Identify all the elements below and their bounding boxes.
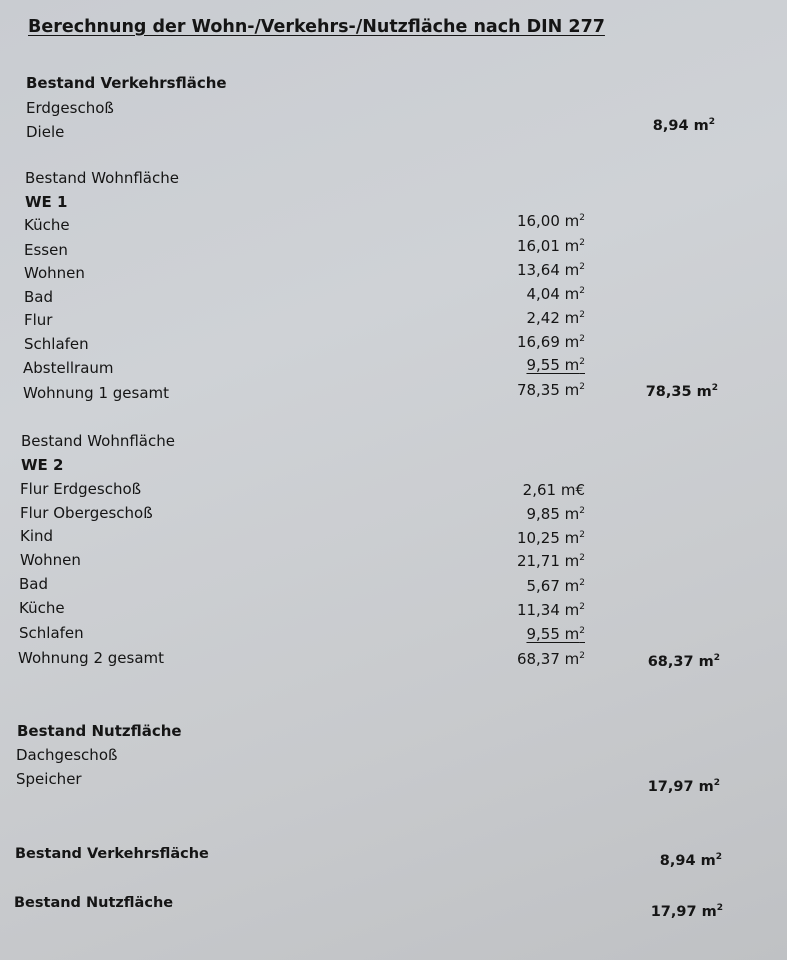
- summary-nutz-value: 17,97 $m^2$: [650, 903, 723, 920]
- document-title: Berechnung der Wohn-/Verkehrs-/Nutzfläche nach DIN 277: [28, 17, 605, 37]
- verkehr-total: [575, 117, 715, 135]
- list-item-value: 21,71 $m^2$: [516, 552, 585, 570]
- list-item-label: Wohnen: [20, 551, 81, 569]
- verkehr-total-unit: 2: [708, 117, 715, 127]
- verkehr-total-value: 8,94 m: [652, 118, 709, 134]
- list-item-label: Wohnen: [24, 264, 85, 282]
- list-item-value: 9,55 $m^2$: [526, 356, 585, 374]
- summary-verkehr-label: Bestand Verkehrsfläche: [15, 846, 209, 862]
- we1-total: 78,35 $m^2$: [645, 383, 718, 400]
- list-item-label: Küche: [24, 216, 70, 234]
- nutz-room: Speicher: [16, 770, 82, 788]
- list-item-label: Kind: [20, 527, 54, 545]
- list-item-value: 9,55 $m^2$: [526, 625, 585, 643]
- list-item-value: 11,34 $m^2$: [516, 601, 585, 619]
- list-item-value: 4,04 $m^2$: [526, 285, 585, 303]
- list-item-value: 10,25 $m^2$: [516, 529, 585, 547]
- verkehr-room: Diele: [26, 123, 65, 141]
- list-item-value: 16,69 $m^2$: [516, 333, 585, 351]
- list-item-label: Bad: [19, 575, 49, 593]
- list-item-label: Flur: [24, 311, 53, 329]
- list-item-value: 9,85 $m^2$: [526, 505, 585, 523]
- summary-nutz-label: Bestand Nutzfläche: [14, 895, 174, 911]
- we2-total: 68,37 $m^2$: [647, 653, 720, 670]
- we1-heading: Bestand Wohnfläche: [25, 169, 179, 187]
- list-item-label: Flur Erdgeschoß: [20, 480, 142, 498]
- we2-sum-value: 68,37 $m^2$: [516, 650, 585, 668]
- verkehr-heading: Bestand Verkehrsfläche: [26, 74, 227, 92]
- nutz-total: 17,97 $m^2$: [647, 778, 720, 795]
- verkehr-floor: Erdgeschoß: [26, 99, 114, 117]
- we1-unit-label: WE 1: [25, 193, 68, 211]
- we2-sum-label: Wohnung 2 gesamt: [18, 649, 165, 667]
- list-item-label: Bad: [24, 288, 54, 306]
- list-item-label: Abstellraum: [23, 359, 114, 377]
- summary-verkehr-value: 8,94 $m^2$: [659, 852, 722, 869]
- we2-heading: Bestand Wohnfläche: [21, 432, 175, 450]
- we1-sum-label: Wohnung 1 gesamt: [23, 384, 170, 402]
- nutz-floor: Dachgeschoß: [16, 746, 118, 764]
- list-item-value: 13,64 $m^2$: [516, 261, 585, 279]
- list-item-label: Flur Obergeschoß: [20, 504, 153, 522]
- list-item-value: 2,42 $m^2$: [526, 309, 585, 327]
- list-item-value: 16,00 $m^2$: [516, 212, 585, 230]
- list-item-value: 2,61 m€: [522, 481, 585, 499]
- list-item-value: 5,67 $m^2$: [526, 577, 585, 595]
- list-item-label: Schlafen: [19, 624, 84, 642]
- list-item-value: 16,01 $m^2$: [516, 237, 585, 255]
- we1-sum-value: 78,35 $m^2$: [516, 381, 585, 399]
- list-item-label: Essen: [24, 241, 68, 259]
- we2-unit-label: WE 2: [21, 456, 64, 474]
- list-item-label: Küche: [19, 599, 65, 617]
- nutz-heading: Bestand Nutzfläche: [17, 722, 182, 740]
- list-item-label: Schlafen: [24, 335, 89, 353]
